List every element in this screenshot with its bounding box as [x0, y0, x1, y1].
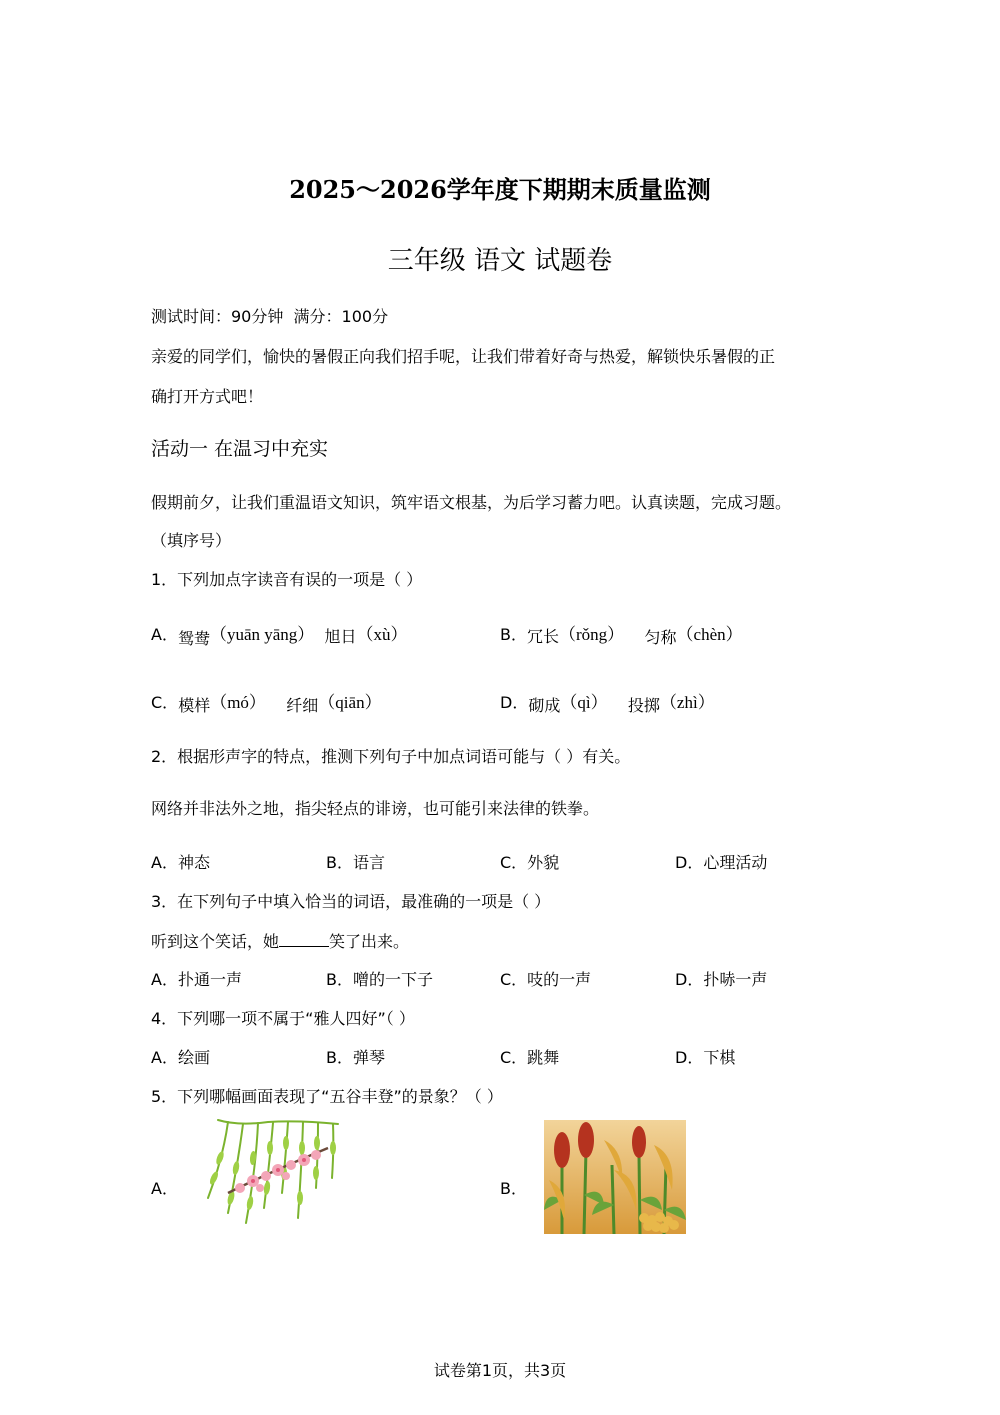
exam-subtitle: 三年级 语文 试题卷 — [387, 246, 613, 276]
option-word: 鸳鸯 — [177, 629, 210, 648]
exam-info — [151, 304, 388, 327]
q3-sentence-before: 听到这个笑话，她 — [151, 932, 280, 951]
q2-option-d: D．心理活动 — [675, 853, 768, 872]
intro-line-2: 确打开方式吧！ — [151, 387, 264, 406]
q1-stem: 1．下列加点字读音有误的一项是（ ） — [151, 570, 423, 589]
q3-sentence-after: 笑了出来。 — [329, 932, 410, 951]
activity-title: 活动一 在温习中充实 — [151, 438, 329, 460]
option-word: 纤细 — [286, 696, 319, 715]
q4-option-d: D．下棋 — [675, 1048, 736, 1067]
option-pinyin: （chèn） — [676, 625, 743, 644]
option-pinyin: （rǒng） — [559, 625, 625, 644]
option-pinyin: （qì） — [560, 693, 608, 712]
q4-option-b: B．弹琴 — [326, 1048, 385, 1067]
exam-title: 2025～2026学年度下期期末质量监测 — [289, 175, 711, 204]
q3-stem: 3．在下列句子中填入恰当的词语，最准确的一项是（ ） — [151, 892, 551, 911]
q1-option-d — [500, 688, 715, 713]
activity-desc-line-1: 假期前夕，让我们重温语文知识，筑牢语文根基，为后学习蓄力吧。认真读题，完成习题。 — [151, 493, 792, 512]
option-word: 砌成 — [528, 696, 561, 715]
time-label: 测试时间：90分钟 — [151, 307, 284, 326]
q1-option-b — [500, 620, 743, 645]
q3-option-d: D．扑哧一声 — [675, 970, 768, 989]
q3-option-a: A．扑通一声 — [151, 970, 242, 989]
q4-option-a: A．绘画 — [151, 1048, 210, 1067]
option-pinyin: （mó） — [210, 693, 266, 712]
option-label: D． — [500, 693, 529, 712]
q2-sentence: 网络并非法外之地，指尖轻点的诽谤，也可能引来法律的铁拳。 — [151, 799, 600, 818]
q2-stem: 2．根据形声字的特点，推测下列句子中加点词语可能与（ ）有关。 — [151, 747, 631, 766]
q2-option-b: B．语言 — [326, 853, 385, 872]
willow-blossom-image — [198, 1118, 344, 1228]
option-label: C． — [151, 693, 179, 712]
grain-harvest-image — [544, 1120, 686, 1234]
option-pinyin: （qiān） — [318, 693, 382, 712]
q2-option-c: C．外貌 — [500, 853, 560, 872]
option-pinyin: （xù） — [356, 625, 408, 644]
q3-blank[interactable] — [279, 932, 329, 947]
q5-option-b-label: B． — [500, 1179, 527, 1198]
q4-stem: 4．下列哪一项不属于“雅人四好”（ ） — [151, 1009, 415, 1028]
option-word: 旭日 — [324, 627, 357, 646]
q2-option-a: A．神态 — [151, 853, 210, 872]
q3-option-b: B．噌的一下子 — [326, 970, 433, 989]
option-word: 匀称 — [644, 628, 677, 647]
option-label: B． — [500, 625, 527, 644]
q1-option-c — [151, 688, 382, 713]
score-label: 满分：100分 — [293, 307, 389, 326]
intro-line-1: 亲爱的同学们，愉快的暑假正向我们招手呢，让我们带着好奇与热爱，解锁快乐暑假的正 — [151, 347, 776, 366]
q5-stem: 5．下列哪幅画面表现了“五谷丰登”的景象？（ ） — [151, 1087, 503, 1106]
q1-option-a — [151, 620, 408, 648]
q3-option-c: C．吱的一声 — [500, 970, 592, 989]
page-footer: 试卷第1页，共3页 — [433, 1361, 567, 1380]
option-label: A． — [151, 625, 178, 644]
option-pinyin: （yuān yāng） — [209, 625, 315, 644]
q3-sentence — [151, 929, 409, 952]
q4-option-c: C．跳舞 — [500, 1048, 560, 1067]
activity-desc-line-2: （填序号） — [151, 531, 232, 550]
option-word: 模样 — [178, 696, 211, 715]
option-word: 投掷 — [627, 696, 660, 715]
option-word: 冗长 — [526, 627, 559, 646]
option-pinyin: （zhì） — [659, 693, 715, 712]
q5-option-a-label: A． — [151, 1179, 178, 1198]
